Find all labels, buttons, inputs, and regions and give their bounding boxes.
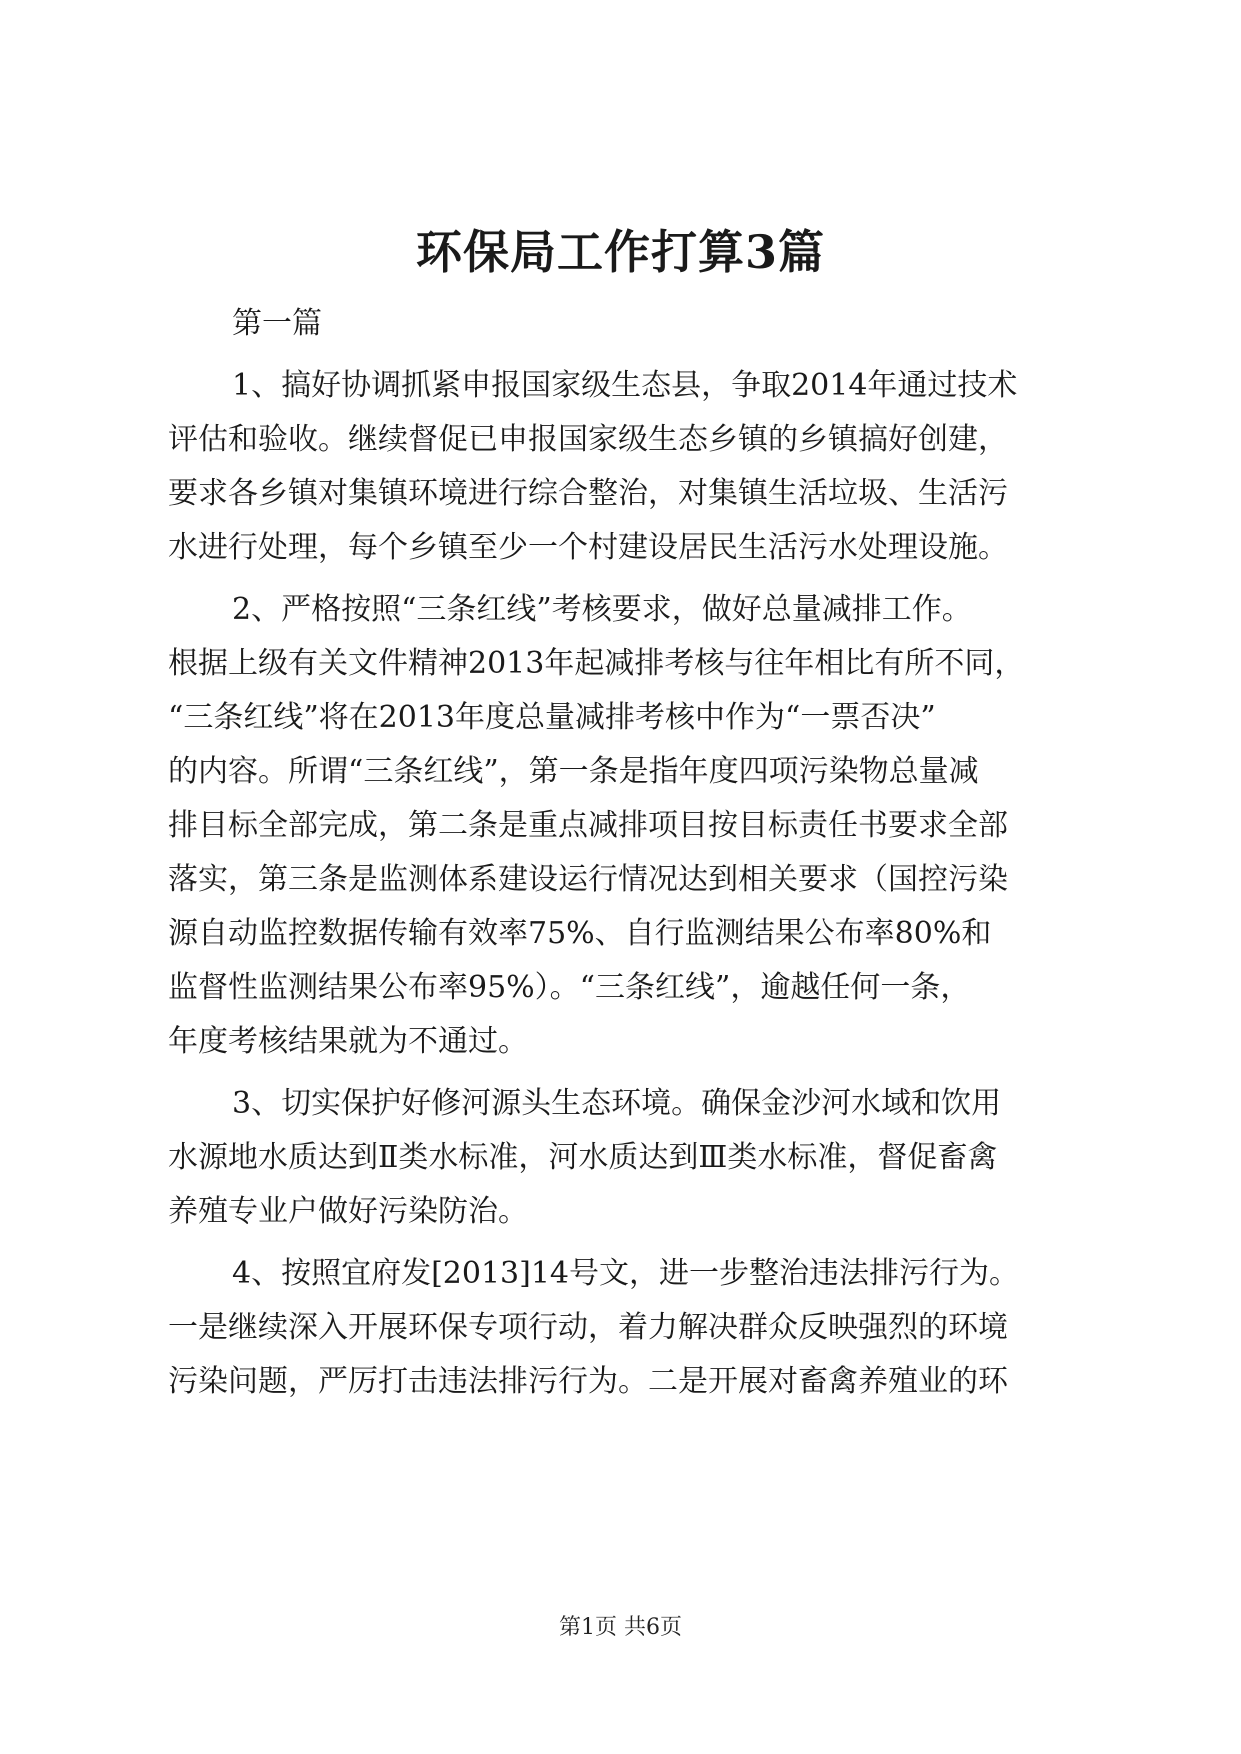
- document-body: [168, 297, 1088, 1417]
- paragraph-line: 监督性监测结果公布率95%）。“三条红线”，逾越任何一条，: [168, 970, 971, 1005]
- paragraph-line: 养殖专业户做好污染防治。: [168, 1194, 528, 1229]
- page-footer: 第1页 共6页: [559, 1615, 682, 1640]
- paragraph-line: 污染问题，严厉打击违法排污行为。二是开展对畜禽养殖业的环: [168, 1364, 1008, 1399]
- paragraph-list: [168, 359, 1088, 1409]
- paragraph-line: 4、按照宜府发[2013]14号文，进一步整治违法排污行为。: [232, 1256, 1020, 1291]
- paragraph-line: 要求各乡镇对集镇环境进行综合整治，对集镇生活垃圾、生活污: [168, 476, 1008, 511]
- paragraph-line: 落实，第三条是监测体系建设运行情况达到相关要求（国控污染: [168, 862, 1008, 897]
- paragraph-line: 水源地水质达到Ⅱ类水标准，河水质达到Ⅲ类水标准，督促畜禽: [168, 1140, 998, 1175]
- paragraph-line: 评估和验收。继续督促已申报国家级生态乡镇的乡镇搞好创建，: [168, 422, 1008, 457]
- paragraph-line: 排目标全部完成，第二条是重点减排项目按目标责任书要求全部: [168, 808, 1008, 843]
- paragraph-line: 年度考核结果就为不通过。: [168, 1024, 528, 1059]
- paragraph-line: 根据上级有关文件精神2013年起减排考核与往年相比有所不同，: [168, 646, 1025, 681]
- paragraph-line: 一是继续深入开展环保专项行动，着力解决群众反映强烈的环境: [168, 1310, 1008, 1345]
- paragraph-line: 水进行处理，每个乡镇至少一个村建设居民生活污水处理设施。: [168, 530, 1008, 565]
- paragraph: [168, 359, 1088, 575]
- paragraph-line: 3、切实保护好修河源头生态环境。确保金沙河水域和饮用: [232, 1086, 1002, 1121]
- paragraph-line: 源自动监控数据传输有效率75%、自行监测结果公布率80%和: [168, 916, 992, 951]
- paragraph: [168, 1077, 1088, 1239]
- paragraph-line: 2、严格按照“三条红线”考核要求，做好总量减排工作。: [232, 592, 972, 627]
- paragraph-line: “三条红线”将在2013年度总量减排考核中作为“一票否决”: [168, 700, 936, 735]
- paragraph-line: 的内容。所谓“三条红线”，第一条是指年度四项污染物总量减: [168, 754, 979, 789]
- document-title: 环保局工作打算3篇: [415, 225, 825, 279]
- paragraph-line: 1、搞好协调抓紧申报国家级生态县，争取2014年通过技术: [232, 368, 1018, 403]
- section-heading: 第一篇: [232, 306, 322, 341]
- paragraph: [168, 1247, 1088, 1409]
- paragraph: [168, 583, 1088, 1069]
